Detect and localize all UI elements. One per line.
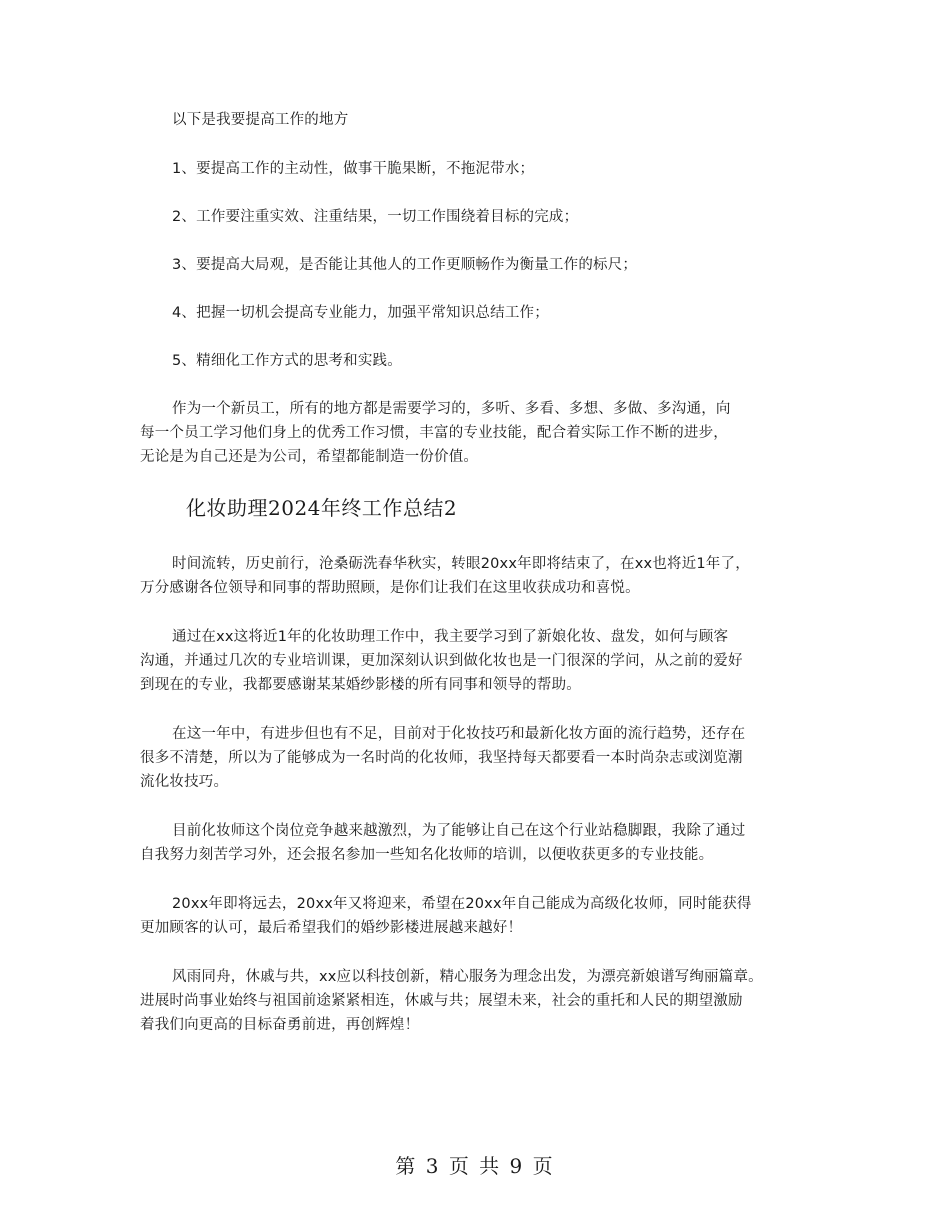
paragraph-line: 20xx年即将远去，20xx年又将迎来，希望在20xx年自己能成为高级化妆师，同时能获得: [172, 896, 752, 912]
paragraph-line: 自我努力刻苦学习外，还会报名参加一些知名化妆师的培训，以便收获更多的专业技能。: [140, 847, 714, 863]
paragraph-line: 时间流转，历史前行，沧桑砺洗春华秋实，转眼20xx年即将结束了，在xx也将近1年了，: [172, 556, 750, 572]
paragraph-line: 风雨同舟，休戚与共，xx应以科技创新，精心服务为理念出发，为漂亮新娘谱写绚丽篇章。: [172, 969, 763, 985]
page-footer: 第 3 页 共 9 页: [395, 1154, 555, 1178]
paragraph-line: 目前化妆师这个岗位竞争越来越激烈，为了能够让自己在这个行业站稳脚跟，我除了通过: [172, 823, 746, 839]
intro-line: 以下是我要提高工作的地方: [172, 112, 349, 128]
paragraph: [140, 552, 820, 600]
paragraph-line: 万分感谢各位领导和同事的帮助照顾，是你们让我们在这里收获成功和喜悦。: [140, 580, 640, 596]
paragraph: [140, 965, 820, 1037]
paragraph-line: 在这一年中，有进步但也有不足，目前对于化妆技巧和最新化妆方面的流行趋势，还存在: [172, 726, 746, 742]
list-item: 3、要提高大局观，是否能让其他人的工作更顺畅作为衡量工作的标尺；: [172, 257, 638, 273]
list-item: 2、工作要注重实效、注重结果，一切工作围绕着目标的完成；: [172, 209, 579, 225]
paragraph: [140, 819, 820, 867]
paragraph-line: 沟通，并通过几次的专业培训课，更加深刻认识到做化妆也是一门很深的学问，从之前的爱好: [140, 653, 743, 669]
paragraph-line: 进展时尚事业始终与祖国前途紧紧相连，休戚与共；展望未来，社会的重托和人民的期望激励: [140, 993, 743, 1009]
paragraph: [140, 892, 820, 940]
paragraph-line: 每一个员工学习他们身上的优秀工作习惯，丰富的专业技能，配合着实际工作不断的进步，: [140, 425, 728, 441]
document-body: [140, 108, 820, 1062]
paragraph: [140, 625, 820, 697]
paragraph-line: 更加顾客的认可，最后希望我们的婚纱影楼进展越来越好！: [140, 920, 523, 936]
paragraph: [140, 722, 820, 794]
paragraph-line: 着我们向更高的目标奋勇前进，再创辉煌！: [140, 1017, 420, 1033]
paragraph-line: 无论是为自己还是为公司，希望都能制造一份价值。: [140, 449, 479, 465]
paragraph-line: 流化妆技巧。: [140, 774, 229, 790]
list-item: 5、精细化工作方式的思考和实践。: [172, 353, 402, 369]
paragraph-line: 通过在xx这将近1年的化妆助理工作中，我主要学习到了新娘化妆、盘发，如何与顾客: [172, 629, 729, 645]
paragraph-new-employee: [140, 397, 820, 469]
list-item: 1、要提高工作的主动性，做事干脆果断，不拖泥带水；: [172, 161, 535, 177]
paragraph-line: 到现在的专业，我都要感谢某某婚纱影楼的所有同事和领导的帮助。: [140, 677, 581, 693]
section-heading: 化妆助理2024年终工作总结2: [186, 496, 458, 520]
paragraph-line: 作为一个新员工，所有的地方都是需要学习的，多听、多看、多想、多做、多沟通，向: [172, 401, 731, 417]
list-item: 4、把握一切机会提高专业能力，加强平常知识总结工作；: [172, 305, 549, 321]
improvement-list: [140, 157, 820, 373]
paragraph-line: 很多不清楚，所以为了能够成为一名时尚的化妆师，我坚持每天都要看一本时尚杂志或浏览潮: [140, 750, 743, 766]
